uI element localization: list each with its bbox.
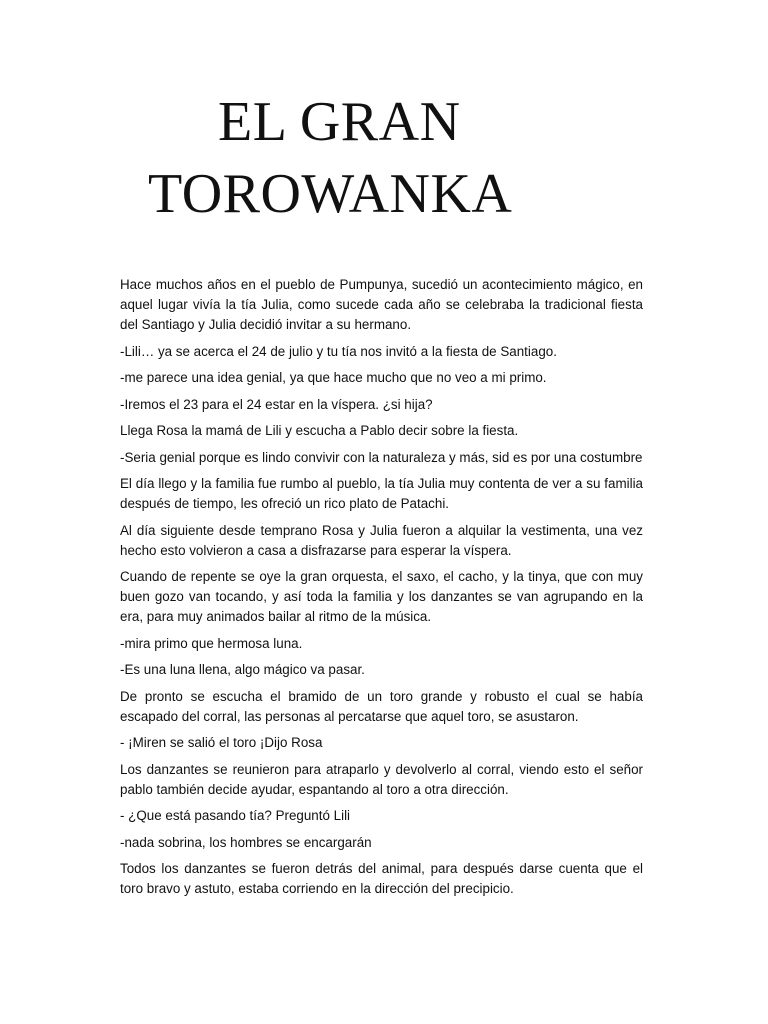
paragraph: -nada sobrina, los hombres se encargarán: [120, 834, 372, 850]
paragraph: Los danzantes se reunieron para atraparlo y devolverlo al corral, viendo esto el señor pablo también decide ayudar, espantando al toro a otra dirección.: [120, 761, 643, 797]
story-body: [120, 275, 643, 906]
paragraph: -Es una luna llena, algo mágico va pasar.: [120, 662, 365, 677]
paragraph: -Iremos el 23 para el 24 estar en la víspera. ¿si hija?: [120, 396, 433, 412]
paragraph: -Seria genial porque es lindo convivir con la naturaleza y más, sid es por una costumbre: [120, 449, 643, 465]
paragraph: Todos los danzantes se fueron detrás del animal, para después darse cuenta que el toro bravo y astuto, estaba corriendo en la dirección del precipicio.: [120, 861, 643, 896]
paragraph: Al día siguiente desde temprano Rosa y Julia fueron a alquilar la vestimenta, una vez hecho esto volvieron a casa a disfrazarse para esperar la víspera.: [120, 522, 643, 558]
paragraph: -me parece una idea genial, ya que hace mucho que no veo a mi primo.: [120, 370, 547, 385]
paragraph: El día llego y la familia fue rumbo al pueblo, la tía Julia muy contenta de ver a su familia después de tiempo, les ofreció un rico plato de Patachi.: [120, 476, 643, 511]
document-title: [148, 86, 668, 230]
paragraph: Hace muchos años en el pueblo de Pumpunya, sucedió un acontecimiento mágico, en aquel lugar vivía la tía Julia, como sucede cada año se celebraba la tradicional fiesta del Santiago y Julia decidió invitar a su hermano.: [120, 277, 643, 332]
paragraph: -Lili… ya se acerca el 24 de julio y tu tía nos invitó a la fiesta de Santiago.: [120, 343, 557, 359]
paragraph: -mira primo que hermosa luna.: [120, 635, 303, 651]
title-line-2: TOROWANKA: [148, 163, 513, 225]
paragraph: Cuando de repente se oye la gran orquesta, el saxo, el cacho, y la tinya, que con muy buen gozo van tocando, y así toda la familia y los danzantes se van agrupando en la era, para muy animados bailar al ritmo de la música.: [120, 569, 643, 624]
paragraph: Llega Rosa la mamá de Lili y escucha a Pablo decir sobre la fiesta.: [120, 423, 519, 438]
paragraph: De pronto se escucha el bramido de un toro grande y robusto el cual se había escapado del corral, las personas al percatarse que aquel toro, se asustaron.: [120, 688, 643, 724]
paragraph: - ¡Miren se salió el toro ¡Dijo Rosa: [120, 735, 323, 750]
title-line-1: EL GRAN: [218, 91, 461, 153]
paragraph: - ¿Que está pasando tía? Preguntó Lili: [120, 808, 351, 823]
